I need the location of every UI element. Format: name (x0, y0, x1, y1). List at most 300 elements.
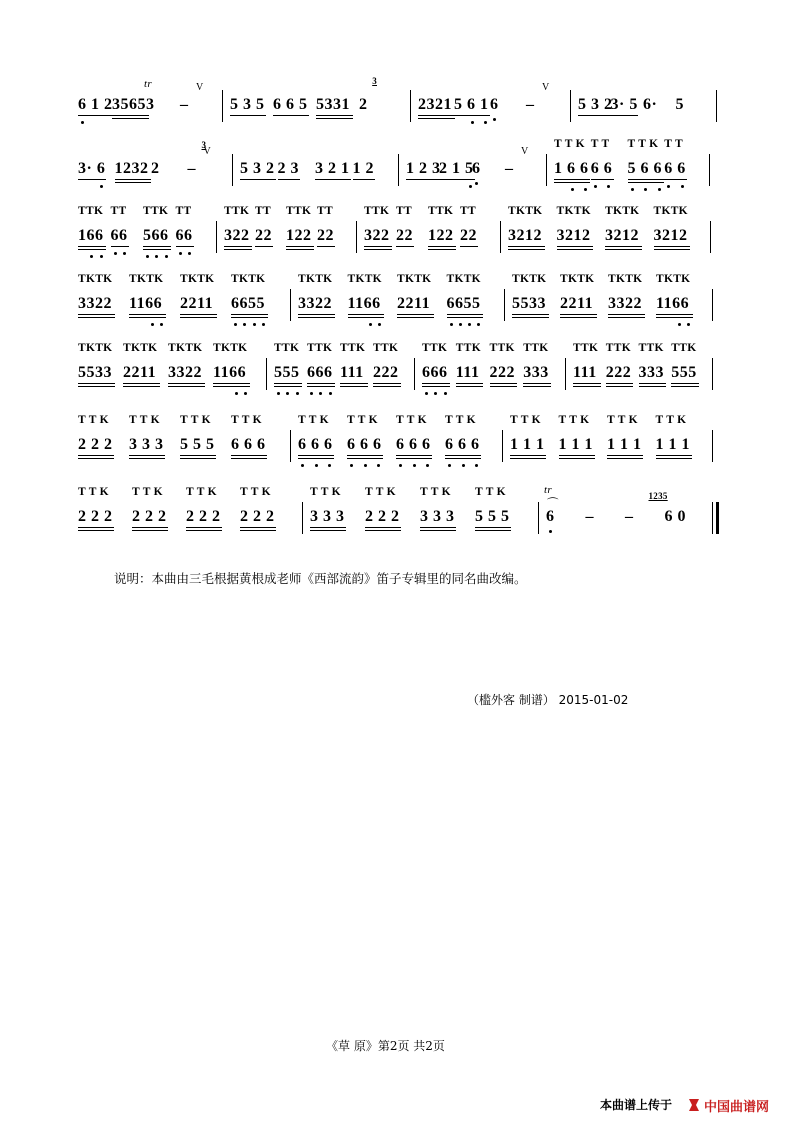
tonguing-syllables: T T K (627, 138, 659, 150)
note-digits: 6 6 6 (396, 436, 431, 453)
low-octave-dot (631, 188, 634, 191)
duration-underline (348, 317, 385, 318)
tonguing-syllables: T T K (554, 138, 585, 150)
brand-name: 中国曲谱网 (704, 1100, 770, 1115)
duration-underline (348, 314, 385, 315)
duration-underline (129, 317, 166, 318)
note-digits: 2321 (418, 96, 452, 113)
note-digits: 111 (573, 364, 597, 381)
note-digits: 66 (175, 227, 193, 244)
low-octave-dot (459, 323, 462, 326)
duration-underline (186, 530, 222, 531)
tonguing-syllables: TKTK (605, 205, 640, 217)
note-digits: 5331 (316, 96, 350, 113)
note-digits: 6 6 5 (273, 96, 308, 113)
duration-underline (628, 179, 664, 180)
duration-underline (240, 179, 276, 180)
duration-underline (286, 249, 314, 250)
tonguing-syllables: TTK (364, 205, 390, 217)
note-digits: 2 2 2 (240, 508, 275, 525)
low-octave-dot (469, 185, 472, 188)
note-digits: 1166 (656, 295, 690, 312)
low-octave-dot (399, 464, 402, 467)
tonguing-syllables: TT (460, 205, 476, 217)
low-octave-dot (114, 252, 117, 255)
tonguing-syllables: TKTK (560, 273, 595, 285)
duration-underline (656, 317, 693, 318)
duration-underline (445, 458, 481, 459)
duration-underline (111, 246, 129, 247)
bar-line (302, 502, 303, 534)
duration-underline (132, 527, 168, 528)
bar-line (538, 502, 539, 534)
duration-underline (353, 179, 376, 180)
duration-underline (591, 179, 614, 180)
score-row (0, 138, 792, 198)
bar-line (504, 289, 505, 321)
low-octave-dot (315, 464, 318, 467)
note-digits: 1 2 (352, 160, 374, 177)
tonguing-syllables: TTK (422, 342, 448, 354)
tonguing-syllables: TKTK (78, 342, 113, 354)
note-digits: 166 (78, 227, 104, 244)
low-octave-dot (165, 255, 168, 258)
duration-underline (316, 118, 353, 119)
low-octave-dot (468, 323, 471, 326)
bar-line (410, 90, 411, 122)
tonguing-syllables: TTK (373, 342, 399, 354)
duration-underline (508, 249, 545, 250)
low-octave-dot (234, 323, 237, 326)
note-digits: 2211 (397, 295, 431, 312)
note-digits: 6 6 6 (231, 436, 266, 453)
bar-line (398, 154, 399, 186)
low-octave-dot (243, 323, 246, 326)
low-octave-dot (146, 255, 149, 258)
note-digits: 3565 (112, 96, 146, 113)
tonguing-syllables: T T K (347, 414, 378, 426)
low-octave-dot (475, 182, 478, 185)
duration-underline (422, 383, 450, 384)
tonguing-syllables: T T K (655, 414, 687, 426)
duration-underline (129, 455, 165, 456)
duration-underline (365, 527, 401, 528)
note-digits: 6 1 2 (78, 96, 113, 113)
note-digits: 1 2 3 (406, 160, 441, 177)
tonguing-syllables: TTK (605, 342, 631, 354)
note-digits: 3212 (653, 227, 688, 244)
duration-underline (273, 115, 309, 116)
note-digits: 222 (489, 364, 515, 381)
low-octave-dot (475, 464, 478, 467)
duration-underline (418, 118, 455, 119)
upload-source-label: 本曲谱上传于 (600, 1098, 673, 1112)
tonguing-syllables: T T K (558, 414, 590, 426)
note-digits: 1232 (114, 160, 149, 177)
tonguing-syllables: T T K (180, 414, 211, 426)
duration-underline (607, 458, 643, 459)
note-digits: 3 (146, 96, 155, 113)
low-octave-dot (678, 323, 681, 326)
duration-underline (557, 249, 594, 250)
note-digits: 122 (286, 227, 312, 244)
note-digits: 22 (396, 227, 413, 244)
note-digits: – (187, 160, 196, 177)
duration-underline (418, 115, 455, 116)
duration-underline (298, 317, 335, 318)
tonguing-syllables: TTK (286, 205, 312, 217)
trill-mark: tr (144, 78, 152, 90)
duration-underline (447, 317, 484, 318)
note-digits: 222 (605, 364, 632, 381)
breath-mark: V (196, 82, 204, 93)
note-digits: 1 1 1 (558, 436, 593, 453)
low-octave-dot (100, 185, 103, 188)
tonguing-syllables: TKTK (656, 273, 691, 285)
note-digits: 3322 (168, 364, 202, 381)
tonguing-syllables: TKTK (653, 205, 688, 217)
duration-underline (347, 458, 383, 459)
tonguing-syllables: TT (110, 205, 127, 217)
note-digits: 3212 (605, 227, 639, 244)
note-digits: 6 (472, 160, 481, 177)
tonguing-syllables: TKTK (512, 273, 547, 285)
duration-underline (445, 455, 481, 456)
note-digits: 2211 (123, 364, 157, 381)
duration-underline (180, 455, 216, 456)
duration-underline (186, 527, 222, 528)
duration-underline (231, 455, 267, 456)
duration-underline (639, 386, 667, 387)
note-digits: 333 (638, 364, 664, 381)
duration-underline (656, 314, 693, 315)
note-digits: 3 3 3 (420, 508, 455, 525)
duration-underline (347, 455, 383, 456)
tonguing-syllables: T T K (396, 414, 427, 426)
duration-underline (605, 249, 642, 250)
duration-underline (654, 249, 691, 250)
duration-underline (78, 386, 115, 387)
low-octave-dot (369, 323, 372, 326)
bar-line (712, 430, 713, 462)
note-digits: 3 3 3 (310, 508, 345, 525)
duration-underline (278, 179, 301, 180)
note-digits: 122 (428, 227, 454, 244)
duration-underline (607, 455, 643, 456)
bar-line (710, 221, 711, 253)
note-digits: 3 2 1 (315, 160, 350, 177)
tonguing-syllables: T T K (607, 414, 638, 426)
tonguing-syllables: T T K (231, 414, 262, 426)
low-octave-dot (658, 188, 661, 191)
note-digits: 5 3 5 (230, 96, 265, 113)
duration-underline (512, 317, 549, 318)
note-digits: 5 3 2 (578, 96, 613, 113)
duration-underline (176, 246, 194, 247)
duration-underline (396, 458, 432, 459)
note-digits: 1166 (347, 295, 381, 312)
low-octave-dot (667, 185, 670, 188)
low-octave-dot (477, 323, 480, 326)
duration-underline (307, 383, 335, 384)
duration-underline (78, 530, 114, 531)
low-octave-dot (328, 464, 331, 467)
duration-underline (78, 115, 114, 116)
low-octave-dot (90, 255, 93, 258)
note-digits: 1 1 1 (510, 436, 545, 453)
tonguing-syllables: TTK (340, 342, 366, 354)
bar-line (712, 289, 713, 321)
duration-underline (606, 383, 634, 384)
tonguing-syllables: TTK (638, 342, 664, 354)
duration-underline (456, 383, 484, 384)
bar-line (712, 502, 713, 534)
score-row (0, 205, 792, 265)
duration-underline (420, 527, 456, 528)
duration-underline (397, 314, 434, 315)
duration-underline (560, 317, 597, 318)
tuplet-mark: 3 (372, 76, 377, 86)
low-octave-dot (155, 255, 158, 258)
tonguing-syllables: TTK (307, 342, 333, 354)
duration-underline (428, 246, 456, 247)
note-digits: 566 (143, 227, 169, 244)
note-digits: 322 (224, 227, 250, 244)
low-octave-dot (426, 464, 429, 467)
score-row (0, 414, 792, 474)
low-octave-dot (151, 323, 154, 326)
duration-underline (523, 383, 551, 384)
duration-underline (428, 249, 456, 250)
low-octave-dot (301, 464, 304, 467)
note-digits: 1166 (129, 295, 163, 312)
duration-underline (286, 246, 314, 247)
note-digits: 6 6 (664, 160, 686, 177)
note-digits: 333 (523, 364, 549, 381)
duration-underline (671, 383, 699, 384)
low-octave-dot (377, 464, 380, 467)
low-octave-dot (179, 252, 182, 255)
tonguing-syllables: TT (255, 205, 271, 217)
note-digits: 222 (373, 364, 399, 381)
duration-underline (180, 458, 216, 459)
note-digits: 2211 (560, 295, 594, 312)
note-digits: 6 (546, 508, 555, 525)
note-digits: 5 6 1 (454, 96, 489, 113)
bar-line (570, 90, 571, 122)
duration-underline (364, 246, 392, 247)
tonguing-syllables: TKTK (180, 273, 215, 285)
tonguing-syllables: TTK (428, 205, 454, 217)
duration-underline (78, 314, 115, 315)
fermata-icon: ⌒ (547, 498, 559, 510)
duration-underline (78, 383, 115, 384)
tonguing-syllables: TT (175, 205, 192, 217)
note-digits: – (585, 508, 594, 525)
low-octave-dot (364, 464, 367, 467)
duration-underline (510, 458, 546, 459)
duration-underline (573, 383, 601, 384)
note-digits: 555 (671, 364, 697, 381)
note-digits: 2 2 2 (186, 508, 221, 525)
duration-underline (112, 115, 149, 116)
duration-underline (143, 249, 171, 250)
duration-underline (508, 246, 545, 247)
bar-line (502, 430, 503, 462)
low-octave-dot (687, 323, 690, 326)
duration-underline (224, 249, 252, 250)
duration-underline (460, 246, 478, 247)
duration-underline (123, 386, 160, 387)
transcriber-credit: （槛外客 制谱） 2015-01-02 (467, 693, 629, 707)
bar-line (565, 358, 566, 390)
tonguing-syllables: TKTK (347, 273, 382, 285)
low-octave-dot (434, 392, 437, 395)
bar-line (216, 221, 217, 253)
tonguing-syllables: T T K (365, 486, 396, 498)
tonguing-syllables: TTK (455, 342, 481, 354)
duration-underline (112, 118, 149, 119)
arrangement-note: 说明：本曲由三毛根据黄根成老师《西部流韵》笛子专辑里的同名曲改编。 (114, 571, 527, 586)
note-digits: 3322 (78, 295, 112, 312)
duration-underline (78, 179, 106, 180)
tonguing-syllables: T T K (510, 414, 541, 426)
low-octave-dot (681, 185, 684, 188)
note-digits: 2 2 2 (365, 508, 400, 525)
tonguing-syllables: TT (317, 205, 333, 217)
low-octave-dot (450, 323, 453, 326)
duration-underline (456, 386, 484, 387)
note-digits: 1 6 6 (554, 160, 589, 177)
low-octave-dot (329, 392, 332, 395)
note-digits: 3· 6 (78, 160, 106, 177)
tonguing-syllables: TKTK (129, 273, 164, 285)
note-digits: 1 1 1 (655, 436, 690, 453)
duration-underline (78, 458, 114, 459)
note-digits: 6 (490, 96, 499, 113)
duration-underline (397, 317, 434, 318)
duration-underline (373, 383, 401, 384)
duration-underline (132, 530, 168, 531)
tonguing-syllables: T T K (78, 486, 109, 498)
grace-notes: 1235 (648, 491, 668, 501)
duration-underline (396, 455, 432, 456)
tonguing-syllables: T T K (475, 486, 506, 498)
duration-underline (439, 179, 475, 180)
bar-line (290, 289, 291, 321)
note-digits: 3212 (556, 227, 591, 244)
low-octave-dot (471, 121, 474, 124)
duration-underline (608, 317, 645, 318)
duration-underline (420, 530, 456, 531)
low-octave-dot (571, 188, 574, 191)
low-octave-dot (160, 323, 163, 326)
tonguing-syllables: TKTK (397, 273, 432, 285)
note-digits: 2 2 2 (78, 508, 113, 525)
bar-line (232, 154, 233, 186)
bar-line (716, 90, 717, 122)
duration-underline (213, 386, 250, 387)
note-digits: 6 6 6 (298, 436, 333, 453)
duration-underline (115, 182, 152, 183)
duration-underline (373, 386, 401, 387)
note-digits: 5 (675, 96, 684, 113)
low-octave-dot (484, 121, 487, 124)
note-digits: 6655 (446, 295, 481, 312)
note-digits: 22 (460, 227, 477, 244)
duration-underline (213, 383, 250, 384)
score-row (0, 342, 792, 402)
low-octave-dot (448, 464, 451, 467)
note-digits: 6655 (231, 295, 265, 312)
low-octave-dot (296, 392, 299, 395)
note-digits: 111 (340, 364, 364, 381)
tonguing-syllables: T T K (78, 414, 109, 426)
tonguing-syllables: TTK (489, 342, 515, 354)
note-digits: 5 3 2 (240, 160, 275, 177)
duration-underline (315, 179, 351, 180)
duration-underline (554, 179, 590, 180)
duration-underline (608, 314, 645, 315)
duration-underline (606, 386, 634, 387)
duration-underline (231, 317, 268, 318)
bar-line (546, 154, 547, 186)
tonguing-syllables: T T K (132, 486, 163, 498)
duration-underline (447, 314, 484, 315)
duration-underline (78, 246, 106, 247)
duration-underline (611, 115, 639, 116)
duration-underline (671, 386, 699, 387)
duration-underline (490, 386, 518, 387)
duration-underline (231, 314, 268, 315)
tonguing-syllables: T T (664, 138, 683, 150)
duration-underline (129, 458, 165, 459)
tonguing-syllables: TKTK (446, 273, 481, 285)
note-digits: 1 1 1 (607, 436, 642, 453)
tuplet-mark: 3 (201, 140, 207, 150)
duration-underline (274, 383, 302, 384)
tonguing-syllables: T T (590, 138, 610, 150)
note-digits: 3322 (298, 295, 332, 312)
duration-underline (396, 246, 414, 247)
duration-underline (78, 249, 106, 250)
duration-underline (230, 115, 266, 116)
note-digits: 6 0 (664, 508, 686, 525)
breath-mark: V (521, 146, 529, 157)
low-octave-dot (549, 530, 552, 533)
breath-mark: V (542, 82, 550, 93)
duration-underline (605, 246, 642, 247)
bar-line (500, 221, 501, 253)
tonguing-syllables: TTK (671, 342, 697, 354)
bar-line (712, 358, 713, 390)
note-digits: 322 (364, 227, 390, 244)
note-digits: 2211 (180, 295, 214, 312)
note-digits: – (526, 96, 535, 113)
duration-underline (224, 246, 252, 247)
low-octave-dot (413, 464, 416, 467)
duration-underline (317, 246, 335, 247)
page-footer: 《草 原》第2页 共2页 (326, 1039, 445, 1053)
bar-line (222, 90, 223, 122)
duration-underline (78, 527, 114, 528)
note-digits: 6 6 (590, 160, 613, 177)
note-digits: 1166 (213, 364, 247, 381)
note-digits: 2 2 2 (132, 508, 167, 525)
low-octave-dot (277, 392, 280, 395)
tonguing-syllables: T T K (186, 486, 217, 498)
duration-underline (240, 527, 276, 528)
